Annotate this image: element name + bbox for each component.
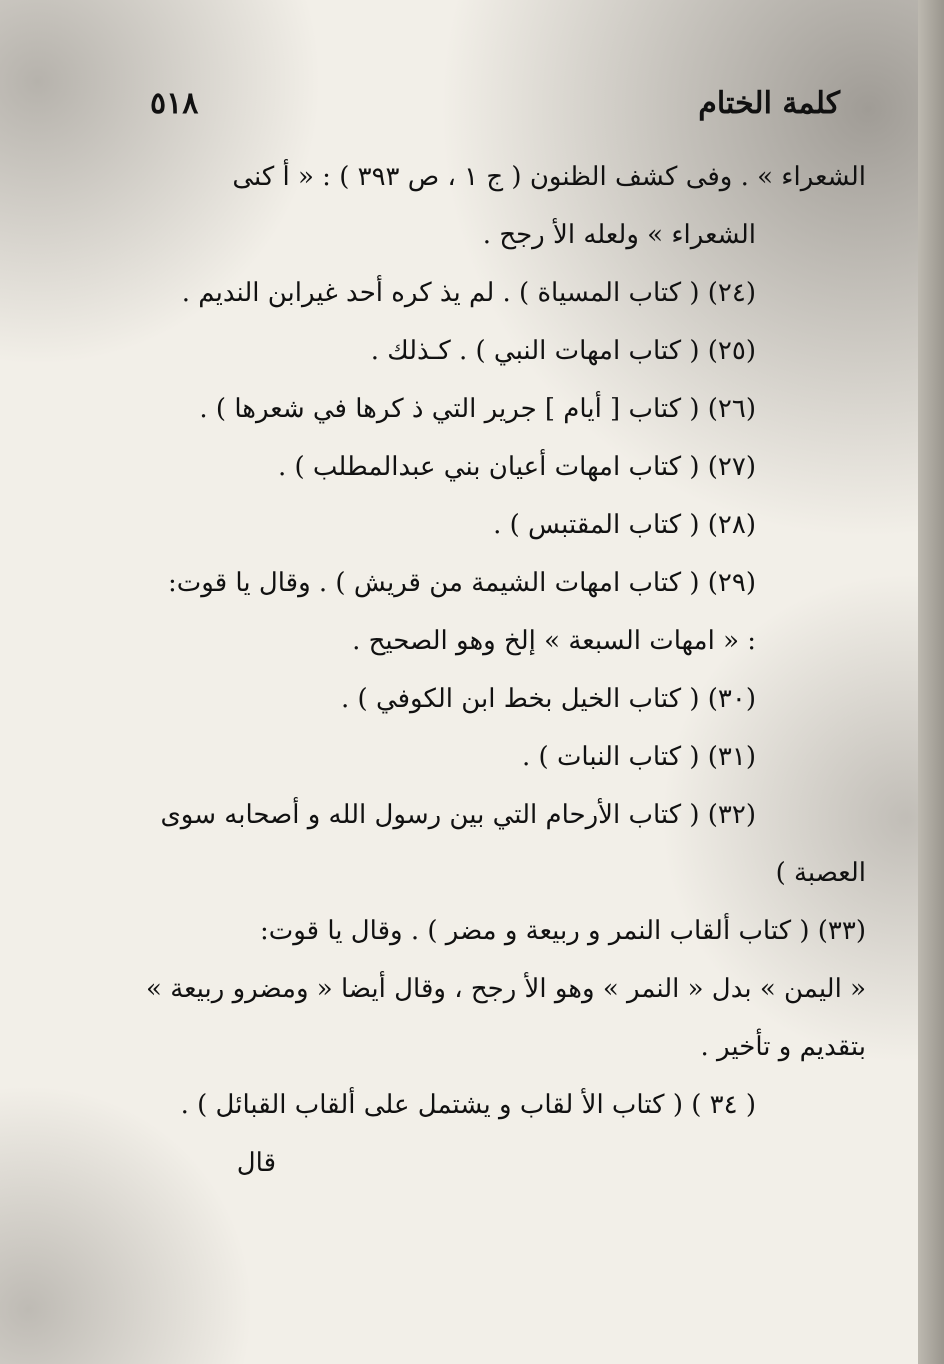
list-item-24: (٢٤) ( كتاب المسياة ) . لم يذ كره أحد غيرابن النديم . — [181, 278, 756, 308]
list-item-25: (٢٥) ( كتاب امهات النبي ) . كـذلك . — [370, 336, 756, 366]
list-item-28: (٢٨) ( كتاب المقتبس ) . — [493, 510, 756, 540]
list-item-30: (٣٠) ( كتاب الخيل بخط ابن الكوفي ) . — [341, 684, 756, 714]
list-item-29: (٢٩) ( كتاب امهات الشيمة من قريش ) . وقال يا قوت: — [168, 568, 756, 598]
list-item-31: (٣١) ( كتاب النبات ) . — [522, 742, 756, 772]
text-line: العصبة ) — [775, 858, 866, 888]
list-item-26: (٢٦) ( كتاب [ أيام ] جرير التي ذ كرها في شعرها ) . — [199, 394, 756, 424]
text-line: : « امهات السبعة » إلخ وهو الصحيح . — [352, 626, 756, 656]
text-line: « اليمن » بدل « النمر » وهو الأ رجح ، وقال أيضا « ومضرو ربيعة » — [146, 974, 866, 1004]
running-header — [150, 86, 840, 146]
text-line: الشعراء » ولعله الأ رجح . — [482, 220, 756, 250]
text-line: بتقديم و تأخير . — [700, 1032, 866, 1062]
list-item-32: (٣٢) ( كتاب الأرحام التي بين رسول الله و أصحابه سوى — [160, 800, 756, 830]
list-item-34: ( ٣٤ ) ( كتاب الأ لقاب و يشتمل على ألقاب القبائل ) . — [180, 1090, 756, 1120]
catchword: قال — [236, 1148, 276, 1178]
list-item-33: (٣٣) ( كتاب ألقاب النمر و ربيعة و مضر ) . وقال يا قوت: — [259, 916, 866, 946]
body-text — [126, 148, 866, 1192]
page-number: ٥١٨ — [150, 86, 199, 121]
text-line: الشعراء » . وفى كشف الظنون ( ج ١ ، ص ٣٩٣ ) : « أ كنى — [232, 162, 866, 192]
page-edge-shadow — [918, 0, 944, 1364]
chapter-title: كلمة الختام — [698, 86, 840, 121]
list-item-27: (٢٧) ( كتاب امهات أعيان بني عبدالمطلب ) . — [277, 452, 756, 482]
